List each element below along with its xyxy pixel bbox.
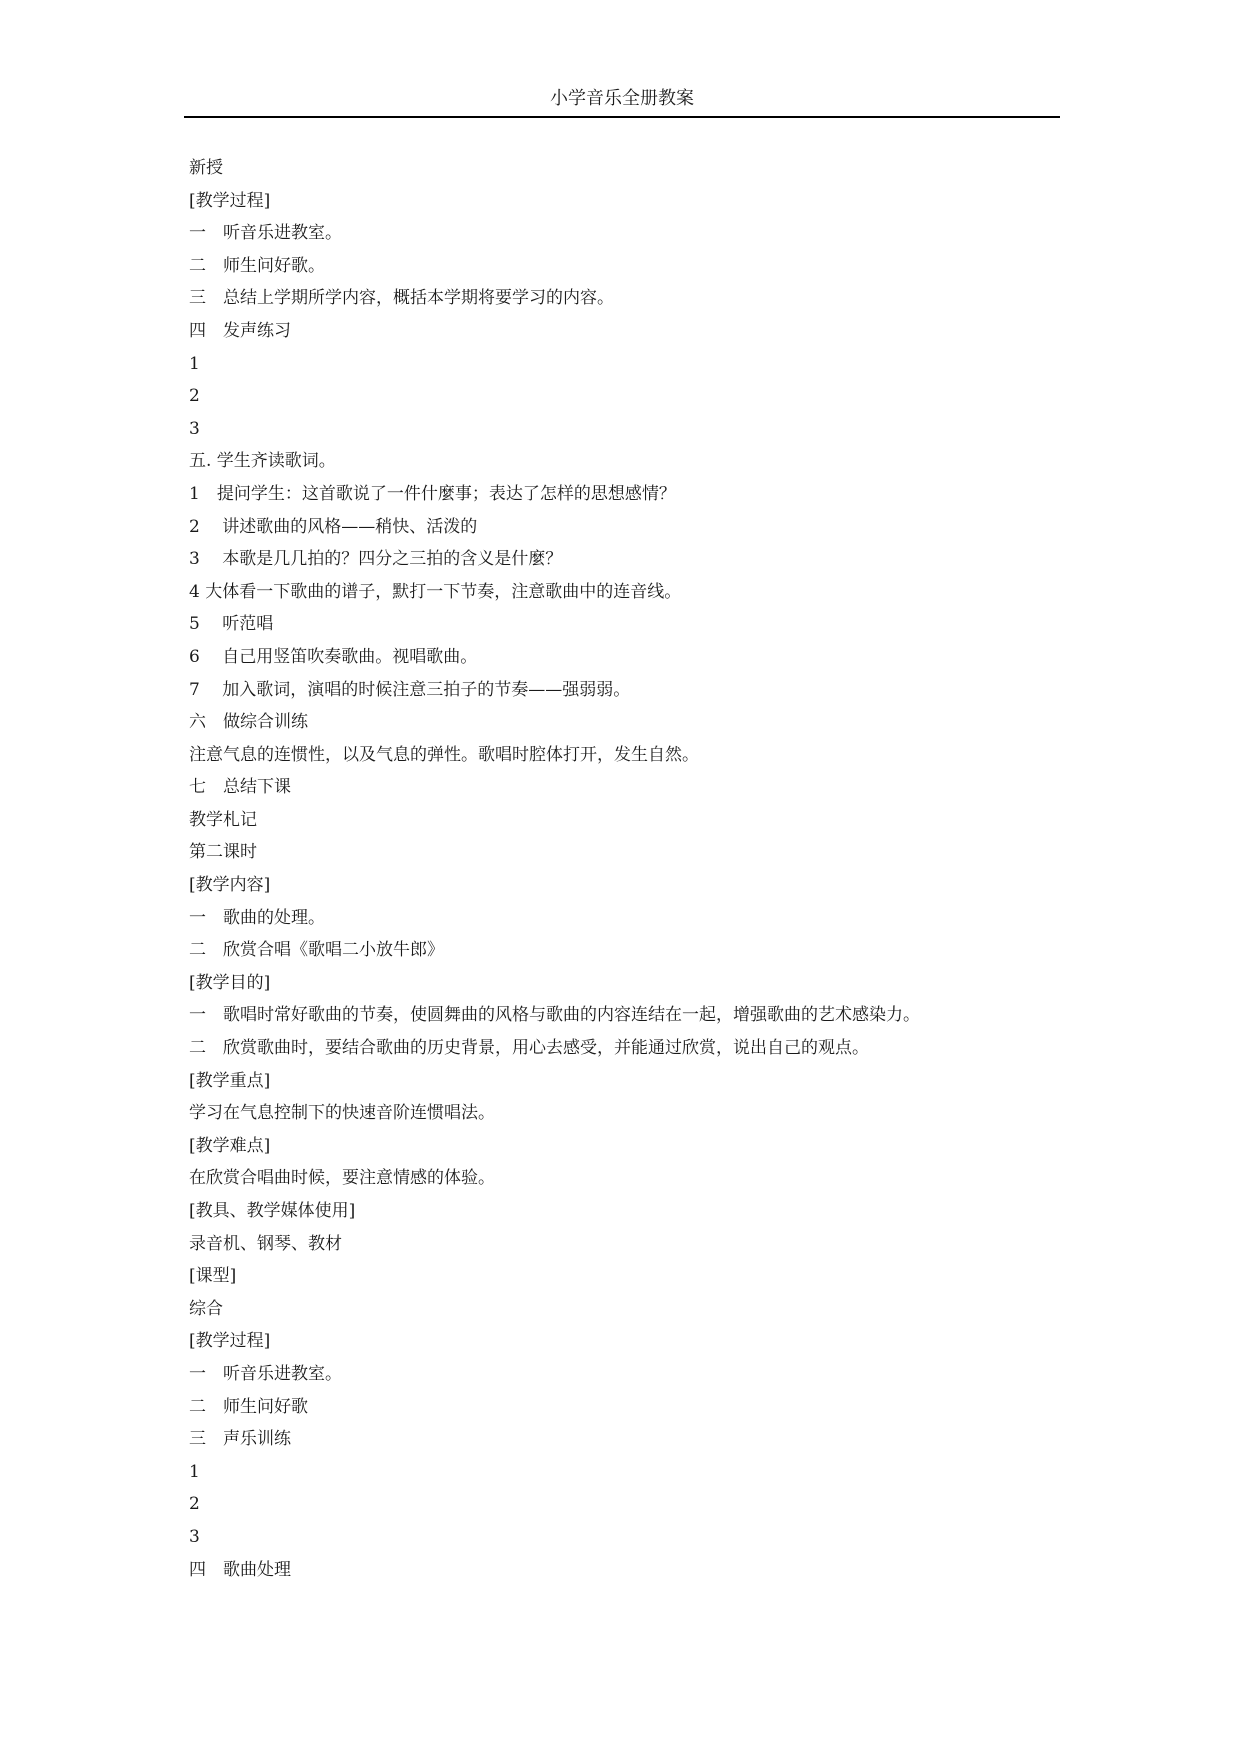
text-line: 3 [189,1526,200,1547]
text-line: 第二课时 [189,842,257,863]
text-line: 四 歌曲处理 [189,1559,291,1580]
text-line: 教学札记 [189,809,257,830]
text-line: 录音机、钢琴、教材 [189,1233,342,1254]
text-line: [教学目的] [189,972,271,993]
document-body [189,152,1049,1586]
text-line: 7 加入歌词，演唱的时候注意三拍子的节奏——强弱弱。 [189,679,631,700]
text-line: 一 听音乐进教室。 [189,1363,342,1384]
text-line: [教学难点] [189,1135,271,1156]
text-line: [教学过程] [189,1331,271,1352]
text-line: 三 声乐训练 [189,1429,291,1450]
text-line: 二 师生问好歌 [189,1396,308,1417]
text-line: [教学内容] [189,875,271,896]
page-header [184,86,1060,118]
text-line: 1 [189,353,200,374]
text-line: 二 欣赏合唱《歌唱二小放牛郎》 [189,940,444,961]
text-line: 七 总结下课 [189,777,291,798]
text-line: 一 歌唱时常好歌曲的节奏，使圆舞曲的风格与歌曲的内容连结在一起，增强歌曲的艺术感染力。 [189,1005,920,1026]
text-line: 三 总结上学期所学内容，概括本学期将要学习的内容。 [189,288,614,309]
text-line: 1 提问学生：这首歌说了一件什麼事；表达了怎样的思想感情？ [189,483,676,504]
text-line: 六 做综合训练 [189,712,308,733]
text-line: 1 [189,1461,200,1482]
text-line: 2 [189,386,200,407]
text-line: 五. 学生齐读歌词。 [189,451,336,472]
text-line: 二 欣赏歌曲时，要结合歌曲的历史背景，用心去感受，并能通过欣赏，说出自己的观点。 [189,1038,869,1059]
text-line: 一 听音乐进教室。 [189,223,342,244]
text-line: 2 [189,1494,200,1515]
text-line: 二 师生问好歌。 [189,255,325,276]
text-line: [课型] [189,1266,237,1287]
text-line: 3 本歌是几几拍的？四分之三拍的含义是什麼？ [189,549,563,570]
text-line: 新授 [189,158,223,178]
text-line: 3 [189,418,200,439]
text-line: 四 发声练习 [189,320,291,341]
text-line: 2 讲述歌曲的风格——稍快、活泼的 [189,516,478,537]
text-line: 在欣赏合唱曲时候，要注意情感的体验。 [189,1168,495,1189]
text-line: 4 大体看一下歌曲的谱子，默打一下节奏，注意歌曲中的连音线。 [189,581,682,602]
text-line: [教具、教学媒体使用] [189,1201,356,1221]
text-line: 5 听范唱 [189,614,274,635]
header-title: 小学音乐全册教案 [550,88,694,109]
text-line: 综合 [189,1298,223,1319]
text-line: [教学过程] [189,190,271,211]
text-line: 学习在气息控制下的快速音阶连惯唱法。 [189,1103,495,1124]
text-line: 注意气息的连惯性，以及气息的弹性。歌唱时腔体打开，发生自然。 [189,744,699,765]
text-line: 6 自己用竖笛吹奏歌曲。视唱歌曲。 [189,646,478,667]
text-line: 一 歌曲的处理。 [189,907,325,928]
text-line: [教学重点] [189,1070,271,1091]
